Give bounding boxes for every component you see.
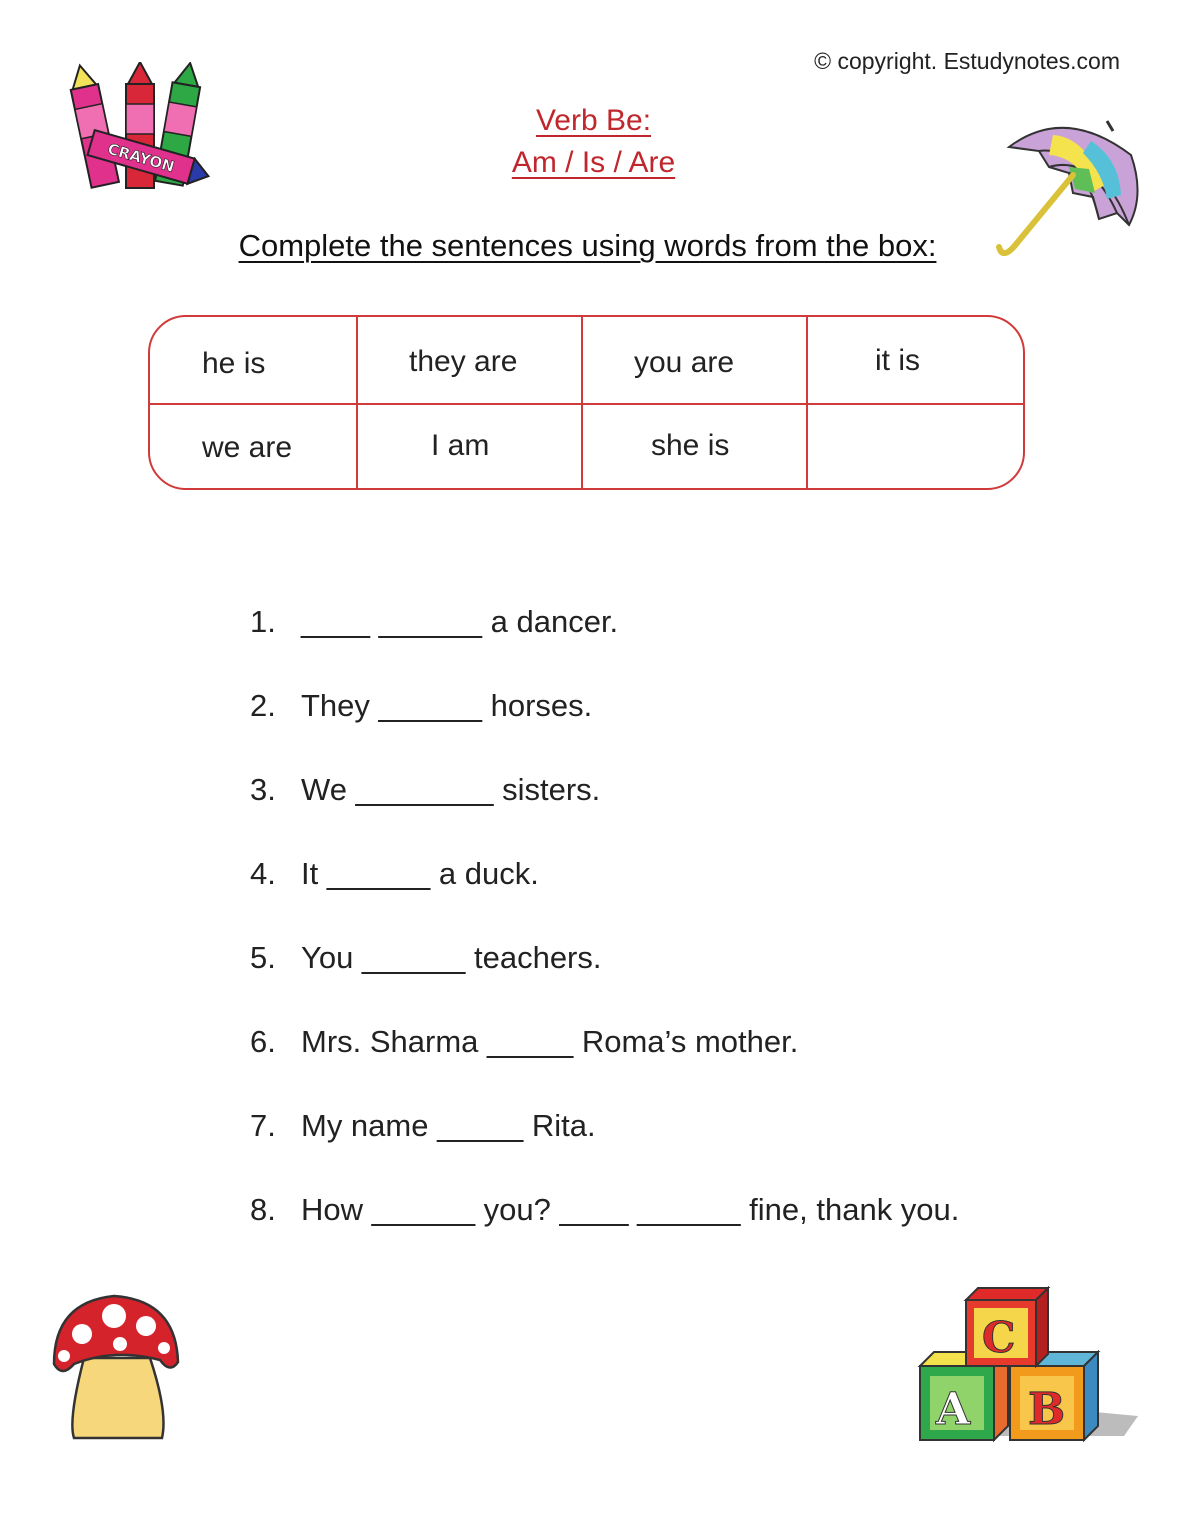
crayons-icon (68, 62, 214, 198)
block-letter-a: A (936, 1384, 971, 1435)
exercise-item: 2. They ______ horses. (250, 688, 593, 723)
mushroom-icon (50, 1292, 182, 1442)
copyright-text: © copyright. Estudynotes.com (814, 48, 1120, 74)
abc-blocks-icon (910, 1286, 1140, 1448)
block-letter-b: B (1028, 1384, 1066, 1435)
word-box-cell: he is (202, 347, 266, 380)
exercise-item: 3. We ________ sisters. (250, 772, 601, 807)
word-box-cell: it is (875, 344, 920, 377)
exercise-item: 8. How ______ you? ____ ______ fine, thank you. (250, 1192, 960, 1227)
worksheet-title: Verb Be: (535, 104, 652, 137)
exercise-item: 5. You ______ teachers. (250, 940, 602, 975)
word-box-cell: I am (431, 429, 490, 462)
exercise-item: 4. It ______ a duck. (250, 856, 539, 891)
exercise-item: 6. Mrs. Sharma _____ Roma’s mother. (250, 1024, 799, 1059)
block-letter-c: C (982, 1313, 1016, 1362)
exercise-item: 1. ____ ______ a dancer. (250, 604, 619, 639)
word-box-cell: you are (634, 346, 735, 379)
word-box-row-divider (150, 403, 1023, 405)
crayon-label: CRAYON (105, 139, 177, 176)
word-box-cell: we are (202, 431, 293, 464)
exercise-item: 7. My name _____ Rita. (250, 1108, 596, 1143)
instruction-text: Complete the sentences using words from the box: (238, 228, 937, 263)
word-box (148, 315, 1025, 490)
worksheet-subtitle: Am / Is / Are (511, 146, 676, 179)
umbrella-icon (995, 115, 1145, 265)
word-box-cell: they are (409, 345, 518, 378)
word-box-cell: she is (651, 429, 730, 462)
